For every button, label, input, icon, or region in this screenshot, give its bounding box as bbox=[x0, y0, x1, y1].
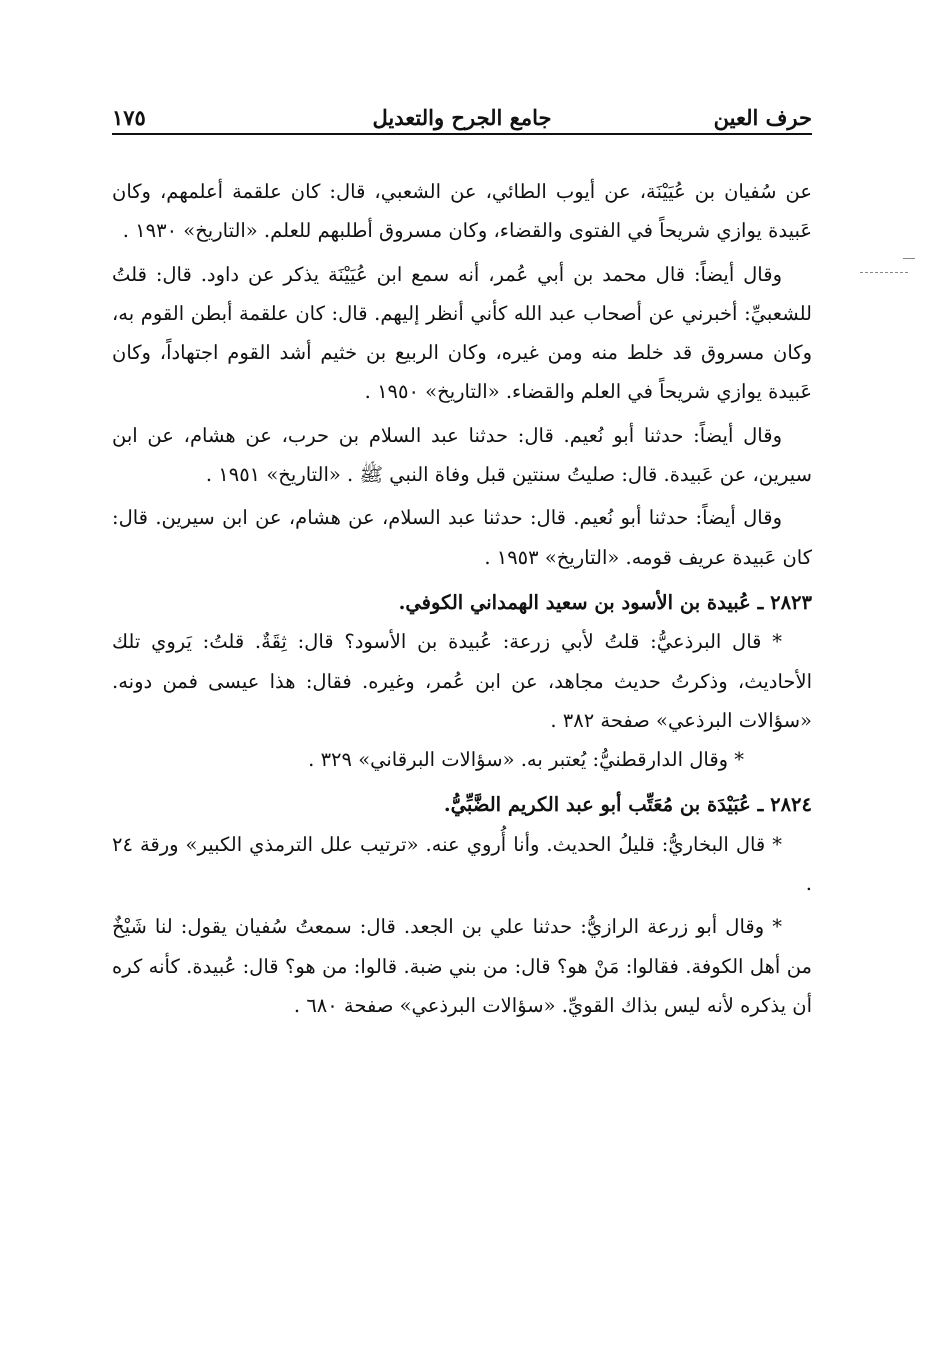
entry-heading: ٢٨٢٣ ـ عُبيدة بن الأسود بن سعيد الهمداني الكوفي. bbox=[398, 590, 812, 614]
paragraph: وقال أيضاً: حدثنا أبو نُعيم. قال: حدثنا عبد السلام بن حرب، عن هشام، عن ابن سيرين، عن عَبيدة. قال: صليتُ سنتين قبل وفاة النبي ﷺ . «التاريخ» ١٩٥١ . bbox=[112, 423, 812, 487]
section-title: حرف العين bbox=[713, 105, 812, 130]
scan-mark bbox=[903, 258, 915, 259]
running-header bbox=[112, 90, 812, 130]
paragraph: * قال البخاريُّ: قليلُ الحديث. وأنا أُروي عنه. «ترتيب علل الترمذي الكبير» ورقة ٢٤ . bbox=[112, 832, 812, 896]
page-number: ١٧٥ bbox=[112, 105, 146, 130]
entry-heading: ٢٨٢٤ ـ عُبَيْدَة بن مُعَتِّب أبو عبد الكريم الضَّبِّيُّ. bbox=[443, 793, 812, 817]
paragraph: عن سُفيان بن عُيَيْنَة، عن أيوب الطائي، عن الشعبي، قال: كان علقمة أعلمهم، وكان عَبيدة يوازي شريحاً في الفتوى والقضاء، وكان مسروق أطلبهم للعلم. «التاريخ» ١٩٣٠ . bbox=[112, 180, 812, 243]
paragraph: * وقال أبو زرعة الرازيُّ: حدثنا علي بن الجعد. قال: سمعتُ سُفيان يقول: لنا شَيْخٌ من أهل الكوفة. فقالوا: مَنْ هو؟ قال: من بني ضبة. قالوا: من هو؟ قال: عُبيدة. كأنه كره أن يذكره لأنه ليس بذاك القويِّ. «سؤالات البرذعي» صفحة ٦٨٠ . bbox=[112, 915, 812, 1017]
paragraph: * وقال الدارقطنيُّ: يُعتبر به. «سؤالات البرقاني» ٣٢٩ . bbox=[308, 748, 744, 772]
scan-mark-dashed bbox=[860, 272, 908, 273]
paragraph: * قال البرذعيُّ: قلتُ لأبي زرعة: عُبيدة بن الأسود؟ قال: ثِقَةٌ. قلتُ: يَروي تلك الأحاديث، وذكرتُ حديث مجاهد، عن ابن عُمر، وغيره. فقال: هذا عيسى فمن دونه. «سؤالات البرذعي» صفحة ٣٨٢ . bbox=[112, 630, 812, 732]
paragraph: وقال أيضاً: قال محمد بن أبي عُمر، أنه سمع ابن عُيَيْنَة يذكر عن داود. قال: قلتُ للشعبيِّ: أخبرني عن أصحاب عبد الله كأني أنظر إليهم. قال: كان علقمة أبطن القوم به، وكان مسروق قد خلط منه ومن غيره، وكان الربيع بن خثيم أشد القوم اجتهاداً، وكان عَبيدة يوازي شريحاً في العلم والقضاء. «التاريخ» ١٩٥٠ . bbox=[112, 262, 812, 404]
book-title: جامع الجرح والتعديل bbox=[372, 105, 552, 130]
header-rule bbox=[112, 133, 812, 135]
paragraph: وقال أيضاً: حدثنا أبو نُعيم. قال: حدثنا عبد السلام، عن هشام، عن ابن سيرين. قال: كان عَبيدة عريف قومه. «التاريخ» ١٩٥٣ . bbox=[112, 506, 812, 569]
page-body bbox=[112, 172, 812, 1025]
